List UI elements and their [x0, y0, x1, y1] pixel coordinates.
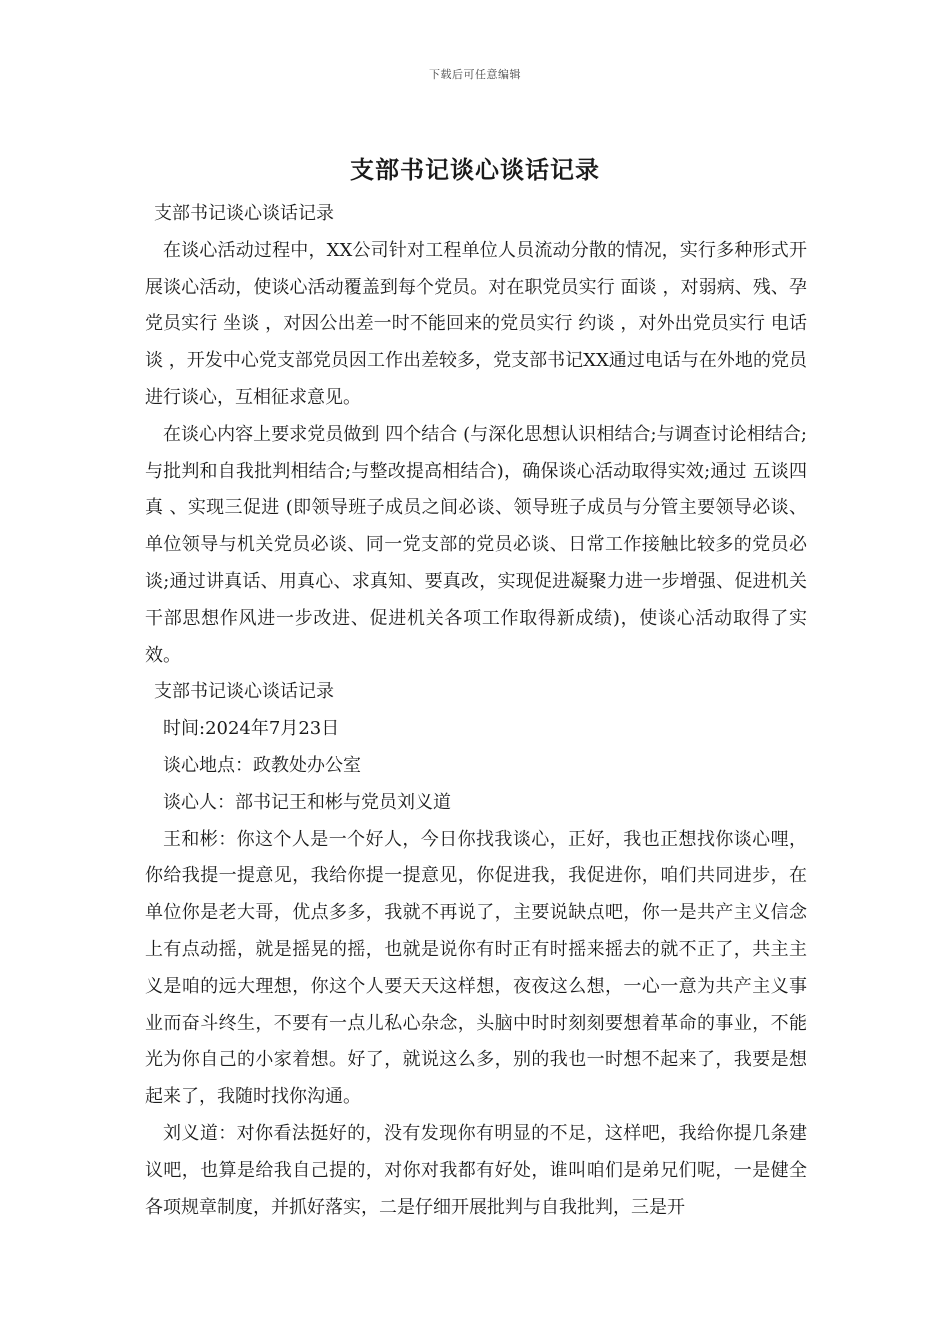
record-participants: 谈心人：部书记王和彬与党员刘义道 — [163, 791, 451, 813]
section-heading: 支部书记谈心谈话记录 — [154, 681, 334, 703]
record-location: 谈心地点：政教处办公室 — [163, 754, 361, 776]
paragraph: 在谈心内容上要求党员做到 四个结合 (与深化思想认识相结合;与调查讨论相结合;与批判和自我批判相结合;与整改提高相结合)，确保谈心活动取得实效;通过 五谈四真 、实现三促进 (即领导班子成员之间必谈、领导班子成员与分管主要领导必谈、单位领导与机关党员必谈、同一党支部的党员必谈、日常工作接触比较多的党员必谈;通过讲真话、用真心、求真知、要真改，实现促进凝聚力进一步增强、促进机关干部思想作风进一步改进、促进机关各项工作取得新成绩)，使谈心活动取得了实效。 — [145, 423, 807, 666]
header-note: 下载后可任意编辑 — [429, 68, 521, 81]
paragraph: 刘义道：对你看法挺好的，没有发现你有明显的不足，这样吧，我给你提几条建议吧，也算是给我自己提的，对你对我都有好处，谁叫咱们是弟兄们呢，一是健全各项规章制度，并抓好落实，二是仔细开展批判与自我批判，三是开 — [145, 1122, 807, 1218]
document-title: 支部书记谈心谈话记录 — [350, 155, 600, 184]
paragraph: 在谈心活动过程中，XX公司针对工程单位人员流动分散的情况，实行多种形式开展谈心活动，使谈心活动覆盖到每个党员。对在职党员实行 面谈 ，对弱病、残、孕党员实行 坐谈 ，对因公出差一时不能回来的党员实行 约谈 ，对外出党员实行 电话谈 ，开发中心党支部党员因工作出差较多，党支部书记XX通过电话与在外地的党员进行谈心，互相征求意见。 — [145, 239, 807, 408]
section-heading: 支部书记谈心谈话记录 — [154, 203, 334, 224]
record-time: 时间:2024年7月23日 — [163, 718, 340, 740]
paragraph: 王和彬：你这个人是一个好人，今日你找我谈心，正好，我也正想找你谈心哩，你给我提一提意见，我给你提一提意见，你促进我，我促进你，咱们共同进步，在单位你是老大哥，优点多多，我就不再说了，主要说缺点吧，你一是共产主义信念上有点动摇，就是摇晃的摇，也就是说你有时正有时摇来摇去的就不正了，共主主义是咱的远大理想，你这个人要天天这样想，夜夜这么想，一心一意为共产主义事业而奋斗终生，不要有一点儿私心杂念，头脑中时时刻刻要想着革命的事业，不能光为你自己的小家着想。好了，就说这么多，别的我也一时想不起来了，我要是想起来了，我随时找你沟通。 — [145, 828, 807, 1108]
document-body — [145, 196, 807, 1226]
